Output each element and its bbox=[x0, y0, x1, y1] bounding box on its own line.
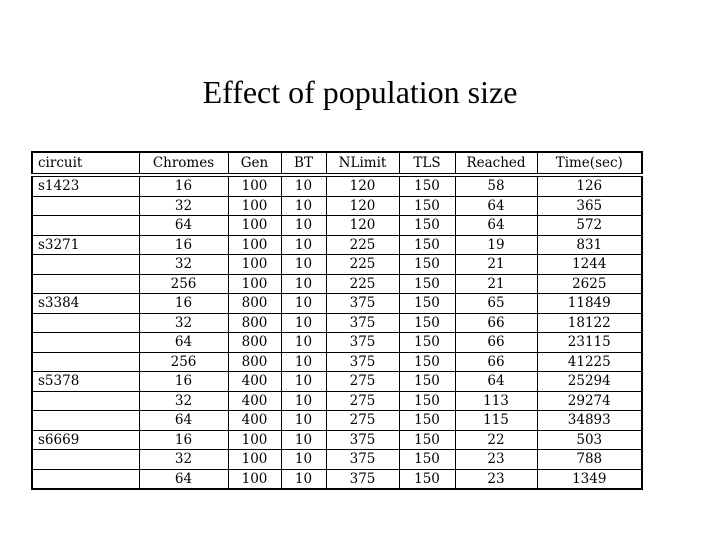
table-cell: 503 bbox=[537, 430, 642, 450]
table-cell: 100 bbox=[228, 175, 281, 196]
table-row bbox=[32, 235, 642, 255]
table-cell: 10 bbox=[281, 196, 326, 216]
table-cell: 10 bbox=[281, 411, 326, 431]
table-cell: 375 bbox=[326, 450, 399, 470]
table-row bbox=[32, 175, 642, 196]
table-cell: 64 bbox=[139, 469, 228, 489]
table-row bbox=[32, 196, 642, 216]
table-cell: 16 bbox=[139, 430, 228, 450]
table-cell: 10 bbox=[281, 294, 326, 314]
column-header: BT bbox=[281, 152, 326, 175]
table-cell: 10 bbox=[281, 372, 326, 392]
table-cell: 225 bbox=[326, 255, 399, 275]
table-cell: 150 bbox=[399, 294, 455, 314]
header-row bbox=[32, 152, 642, 175]
table-cell bbox=[32, 333, 139, 353]
table-cell: 10 bbox=[281, 175, 326, 196]
table-cell: 150 bbox=[399, 450, 455, 470]
table-cell: 375 bbox=[326, 352, 399, 372]
table-cell: 10 bbox=[281, 391, 326, 411]
table-row bbox=[32, 294, 642, 314]
table-cell bbox=[32, 450, 139, 470]
slide-title: Effect of population size bbox=[202, 74, 518, 110]
table-cell: 375 bbox=[326, 313, 399, 333]
table-row bbox=[32, 450, 642, 470]
table-cell: 800 bbox=[228, 352, 281, 372]
table-cell: 10 bbox=[281, 333, 326, 353]
table-cell: 64 bbox=[455, 196, 537, 216]
table-row bbox=[32, 352, 642, 372]
table-cell: 58 bbox=[455, 175, 537, 196]
table-cell: 34893 bbox=[537, 411, 642, 431]
table-cell: 375 bbox=[326, 294, 399, 314]
table-cell: 572 bbox=[537, 216, 642, 236]
table-cell: 800 bbox=[228, 313, 281, 333]
table-cell: s3271 bbox=[32, 235, 139, 255]
table-cell: 100 bbox=[228, 196, 281, 216]
table-cell: 150 bbox=[399, 313, 455, 333]
table-header bbox=[32, 152, 642, 175]
table-cell: 64 bbox=[139, 216, 228, 236]
table-cell: 400 bbox=[228, 411, 281, 431]
table-cell bbox=[32, 313, 139, 333]
table-row bbox=[32, 430, 642, 450]
table-cell: 22 bbox=[455, 430, 537, 450]
table-cell: 23115 bbox=[537, 333, 642, 353]
table-cell: 10 bbox=[281, 469, 326, 489]
table-cell: 275 bbox=[326, 411, 399, 431]
table-cell: 150 bbox=[399, 333, 455, 353]
table-cell: 788 bbox=[537, 450, 642, 470]
table-cell: 16 bbox=[139, 175, 228, 196]
table-cell: 65 bbox=[455, 294, 537, 314]
table-cell: 32 bbox=[139, 450, 228, 470]
table-cell: 66 bbox=[455, 333, 537, 353]
table-cell: 150 bbox=[399, 216, 455, 236]
table-cell: 400 bbox=[228, 372, 281, 392]
table-cell: 10 bbox=[281, 313, 326, 333]
table-cell bbox=[32, 196, 139, 216]
table-cell: s1423 bbox=[32, 175, 139, 196]
table-cell: 10 bbox=[281, 430, 326, 450]
table-cell: s6669 bbox=[32, 430, 139, 450]
table-cell: 64 bbox=[139, 333, 228, 353]
table-row bbox=[32, 469, 642, 489]
table-cell: 800 bbox=[228, 294, 281, 314]
table-row bbox=[32, 333, 642, 353]
table-row bbox=[32, 372, 642, 392]
table-cell bbox=[32, 391, 139, 411]
table-row bbox=[32, 313, 642, 333]
table-cell: 275 bbox=[326, 372, 399, 392]
table-cell: 1244 bbox=[537, 255, 642, 275]
table-cell: 16 bbox=[139, 235, 228, 255]
table-cell: 100 bbox=[228, 216, 281, 236]
table-row bbox=[32, 391, 642, 411]
table-cell: 375 bbox=[326, 469, 399, 489]
table-cell: 100 bbox=[228, 235, 281, 255]
table-cell: 100 bbox=[228, 255, 281, 275]
table-cell bbox=[32, 216, 139, 236]
table-cell: 120 bbox=[326, 196, 399, 216]
table-cell: 23 bbox=[455, 450, 537, 470]
table-cell bbox=[32, 352, 139, 372]
table-cell: 66 bbox=[455, 352, 537, 372]
table-cell: 150 bbox=[399, 175, 455, 196]
table-body bbox=[32, 175, 642, 489]
table-cell: 32 bbox=[139, 255, 228, 275]
table-cell: s5378 bbox=[32, 372, 139, 392]
table-cell: 113 bbox=[455, 391, 537, 411]
table-cell: 64 bbox=[455, 372, 537, 392]
table-cell bbox=[32, 411, 139, 431]
table-cell: 100 bbox=[228, 450, 281, 470]
table-cell: 10 bbox=[281, 352, 326, 372]
table-cell: 120 bbox=[326, 216, 399, 236]
table-cell bbox=[32, 274, 139, 294]
column-header: circuit bbox=[32, 152, 139, 175]
table-row bbox=[32, 255, 642, 275]
table-cell: 32 bbox=[139, 196, 228, 216]
table-cell: 64 bbox=[139, 411, 228, 431]
table-cell: 150 bbox=[399, 352, 455, 372]
table-cell: 365 bbox=[537, 196, 642, 216]
table-cell bbox=[32, 469, 139, 489]
table-cell: 100 bbox=[228, 274, 281, 294]
table-cell: 2625 bbox=[537, 274, 642, 294]
column-header: Gen bbox=[228, 152, 281, 175]
table-cell: 150 bbox=[399, 411, 455, 431]
table-cell: 150 bbox=[399, 391, 455, 411]
table-cell: 16 bbox=[139, 294, 228, 314]
table-cell: 256 bbox=[139, 352, 228, 372]
table-cell: 10 bbox=[281, 216, 326, 236]
population-size-table bbox=[31, 151, 643, 490]
table-cell: 100 bbox=[228, 430, 281, 450]
table-cell: 10 bbox=[281, 255, 326, 275]
table-cell: 831 bbox=[537, 235, 642, 255]
table-cell: 120 bbox=[326, 175, 399, 196]
table-cell: 800 bbox=[228, 333, 281, 353]
table-cell: 32 bbox=[139, 391, 228, 411]
table-cell: 21 bbox=[455, 255, 537, 275]
table-cell: 23 bbox=[455, 469, 537, 489]
table-row bbox=[32, 216, 642, 236]
column-header: TLS bbox=[399, 152, 455, 175]
table-cell: 150 bbox=[399, 255, 455, 275]
column-header: NLimit bbox=[326, 152, 399, 175]
table-cell: s3384 bbox=[32, 294, 139, 314]
table-cell: 150 bbox=[399, 235, 455, 255]
table-cell: 10 bbox=[281, 274, 326, 294]
table-cell: 41225 bbox=[537, 352, 642, 372]
column-header: Time(sec) bbox=[537, 152, 642, 175]
table-cell: 19 bbox=[455, 235, 537, 255]
table-cell: 11849 bbox=[537, 294, 642, 314]
table-cell: 115 bbox=[455, 411, 537, 431]
table-cell: 150 bbox=[399, 469, 455, 489]
column-header: Chromes bbox=[139, 152, 228, 175]
table-cell: 1349 bbox=[537, 469, 642, 489]
table-cell: 10 bbox=[281, 450, 326, 470]
table-cell: 275 bbox=[326, 391, 399, 411]
table-cell: 150 bbox=[399, 274, 455, 294]
table-cell: 225 bbox=[326, 235, 399, 255]
table-cell bbox=[32, 255, 139, 275]
table-cell: 32 bbox=[139, 313, 228, 333]
table-cell: 400 bbox=[228, 391, 281, 411]
table-cell: 10 bbox=[281, 235, 326, 255]
table-cell: 16 bbox=[139, 372, 228, 392]
table-cell: 375 bbox=[326, 430, 399, 450]
table-cell: 66 bbox=[455, 313, 537, 333]
column-header: Reached bbox=[455, 152, 537, 175]
table-cell: 150 bbox=[399, 372, 455, 392]
table-cell: 18122 bbox=[537, 313, 642, 333]
table-cell: 100 bbox=[228, 469, 281, 489]
table-cell: 21 bbox=[455, 274, 537, 294]
table-cell: 25294 bbox=[537, 372, 642, 392]
table-cell: 150 bbox=[399, 430, 455, 450]
table-cell: 150 bbox=[399, 196, 455, 216]
table-row bbox=[32, 411, 642, 431]
table-cell: 29274 bbox=[537, 391, 642, 411]
table-cell: 256 bbox=[139, 274, 228, 294]
table-cell: 225 bbox=[326, 274, 399, 294]
table-cell: 126 bbox=[537, 175, 642, 196]
table-cell: 64 bbox=[455, 216, 537, 236]
table-row bbox=[32, 274, 642, 294]
table-cell: 375 bbox=[326, 333, 399, 353]
